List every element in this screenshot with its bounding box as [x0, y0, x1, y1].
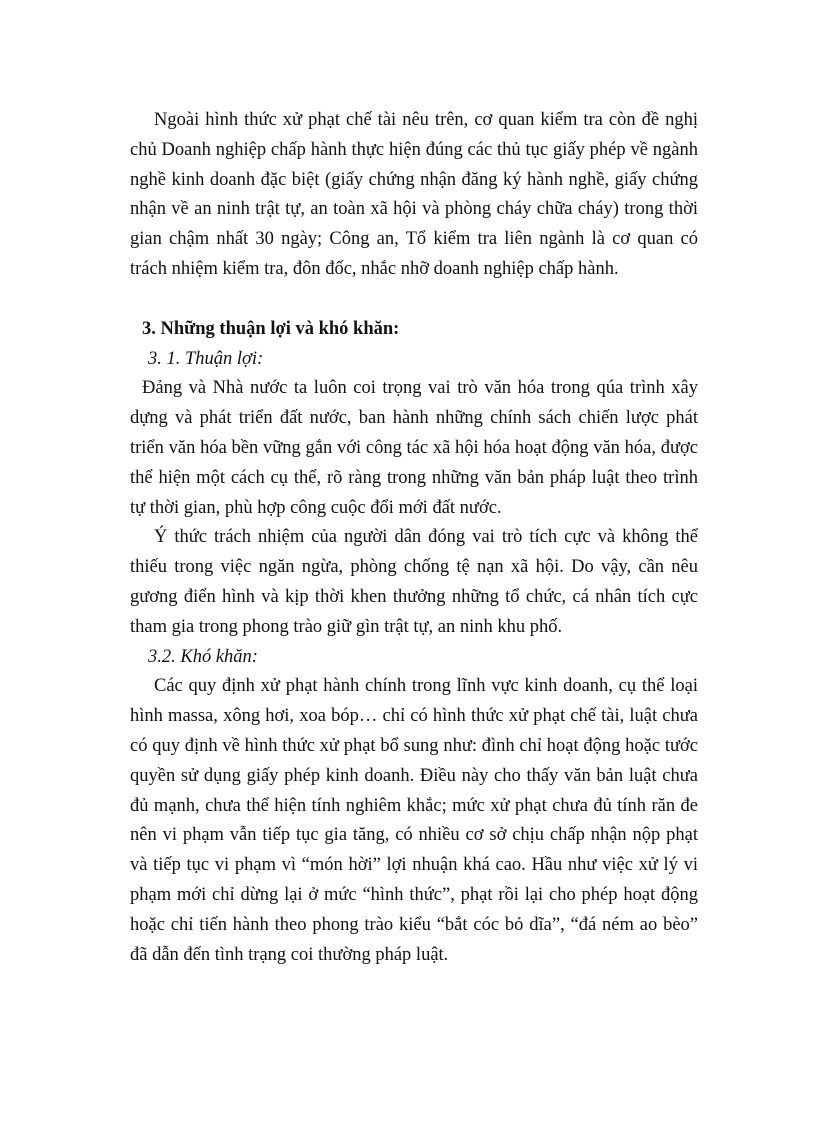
paragraph-advantages-2: Ý thức trách nhiệm của người dân đóng vai trò tích cực và không thể thiếu trong việc ngăn ngừa, phòng chống tệ nạn xã hội. Do vậy, cần nêu gương điển hình và kịp thời khen thưởng những tổ chức, cá nhân tích cực tham gia trong phong trào giữ gìn trật tự, an ninh khu phố.: [130, 527, 698, 637]
paragraph-intro: Ngoài hình thức xử phạt chế tài nêu trên, cơ quan kiểm tra còn đề nghị chủ Doanh nghiệp chấp hành thực hiện đúng các thủ tục giấy phép về ngành nghề kinh doanh đặc biệt (giấy chứng nhận đăng ký hành nghề, giấy chứng nhận về an ninh trật tự, an toàn xã hội và phòng cháy chữa cháy) trong thời gian chậm nhất 30 ngày; Công an, Tổ kiểm tra liên ngành là cơ quan có trách nhiệm kiểm tra, đôn đốc, nhắc nhỡ doanh nghiệp chấp hành.: [130, 110, 698, 279]
document-body: [130, 106, 698, 970]
subsection-heading-advantages: 3. 1. Thuận lợi:: [148, 348, 264, 369]
paragraph-advantages-1: Đảng và Nhà nước ta luôn coi trọng vai trò văn hóa trong qúa trình xây dựng và phát triển đất nước, ban hành những chính sách chiến lược phát triển văn hóa bền vững gắn với công tác xã hội hóa hoạt động văn hóa, được thể hiện một cách cụ thể, rõ ràng trong những văn bản pháp luật theo trình tự thời gian, phù hợp công cuộc đổi mới đất nước.: [130, 378, 698, 518]
section-heading: 3. Những thuận lợi và khó khăn:: [142, 318, 400, 339]
paragraph-difficulties-1: Các quy định xử phạt hành chính trong lĩnh vực kinh doanh, cụ thể loại hình massa, xông hơi, xoa bóp… chỉ có hình thức xử phạt chế tài, luật chưa có quy định về hình thức xử phạt bổ sung như: đình chỉ hoạt động hoặc tước quyền sử dụng giấy phép kinh doanh. Điều này cho thấy văn bản luật chưa đủ mạnh, chưa thể hiện tính nghiêm khắc; mức xử phạt chưa đủ tính răn đe nên vi phạm vẫn tiếp tục gia tăng, có nhiều cơ sở chịu chấp nhận nộp phạt và tiếp tục vi phạm vì “món hời” lợi nhuận khá cao. Hầu như việc xử lý vi phạm mới chỉ dừng lại ở mức “hình thức”, phạt rồi lại cho phép hoạt động hoặc chỉ tiến hành theo phong trào kiểu “bắt cóc bỏ dĩa”, “đá ném ao bèo” đã dẫn đến tình trạng coi thường pháp luật.: [130, 676, 698, 965]
subsection-heading-difficulties: 3.2. Khó khăn:: [148, 646, 258, 667]
